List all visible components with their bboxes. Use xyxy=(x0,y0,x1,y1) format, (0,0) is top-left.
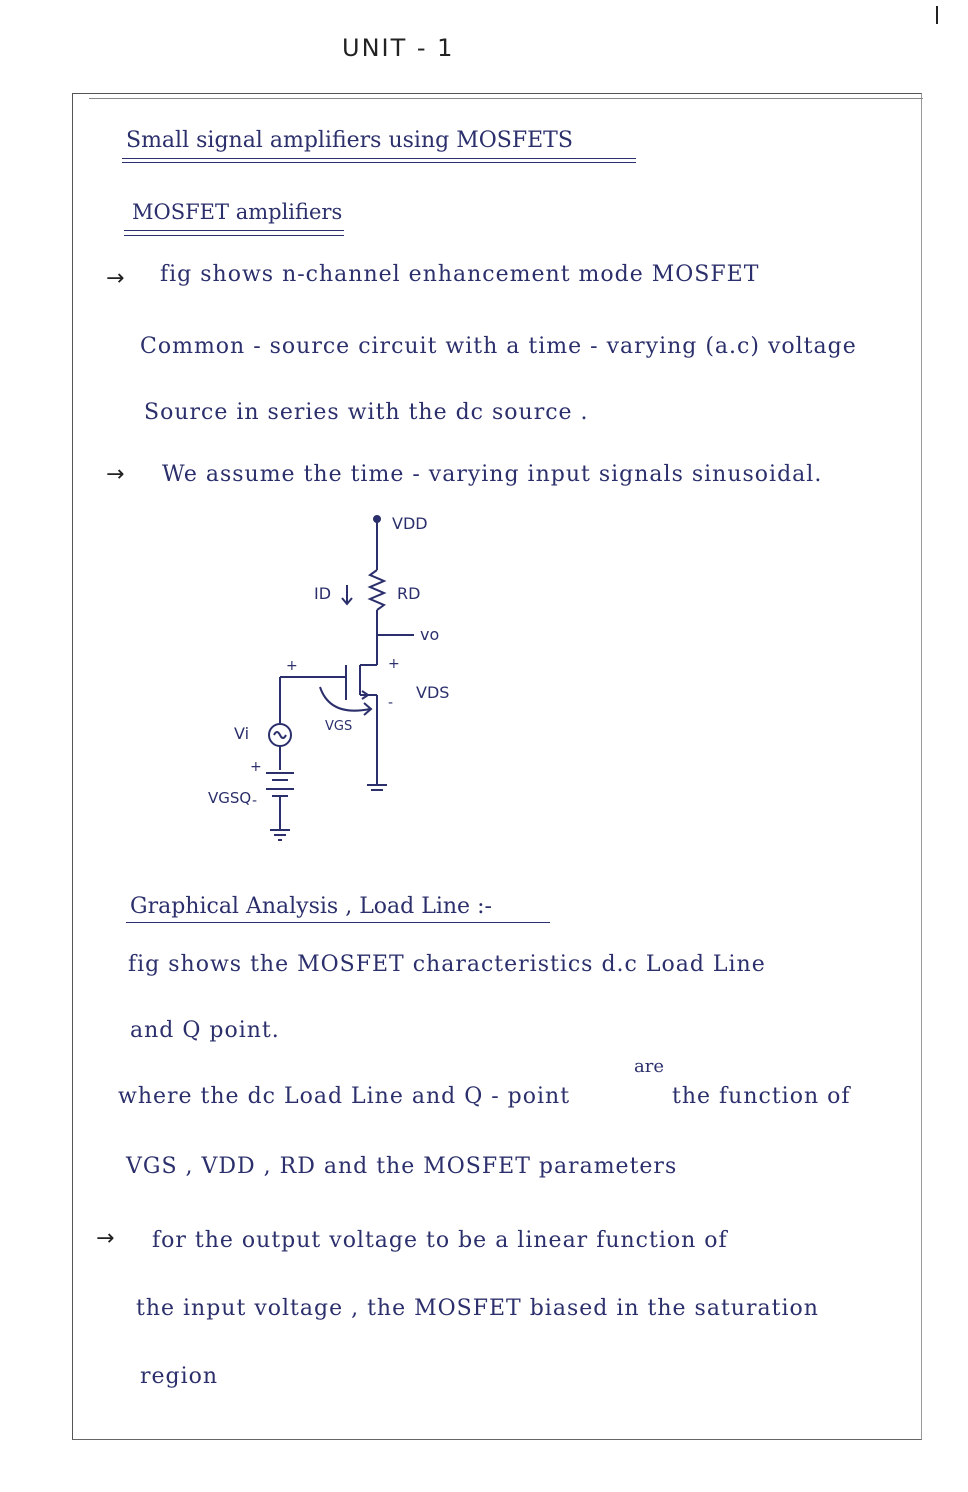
bullet-arrow-icon: → xyxy=(96,1226,115,1251)
source-minus-label: - xyxy=(388,695,394,711)
para3-insert-word: are xyxy=(634,1056,664,1077)
para3-line3-b: the function of xyxy=(672,1084,851,1109)
vdd-label: VDD xyxy=(392,514,428,533)
vds-label: VDS xyxy=(416,683,450,702)
para4-line1: for the output voltage to be a linear function of xyxy=(152,1228,728,1253)
para4-line3: region xyxy=(140,1364,219,1389)
battery-minus-label: - xyxy=(252,793,258,809)
para3-line1: fig shows the MOSFET characteristics d.c Load Line xyxy=(128,952,766,977)
mosfet-circuit-diagram xyxy=(190,505,490,855)
vi-label: Vi xyxy=(234,724,250,743)
bullet-arrow-icon: → xyxy=(106,462,125,487)
para2-line1: We assume the time - varying input signals sinusoidal. xyxy=(162,462,823,487)
rd-label: RD xyxy=(397,584,421,603)
main-heading-underline-2 xyxy=(122,162,636,163)
unit-title: UNIT - 1 xyxy=(342,34,455,62)
para3-line4: VGS , VDD , RD and the MOSFET parameters xyxy=(126,1154,678,1179)
gate-plus-label: + xyxy=(286,658,298,674)
para1-line1: fig shows n-channel enhancement mode MOSFET xyxy=(160,262,760,287)
main-heading: Small signal amplifiers using MOSFETS xyxy=(126,128,573,153)
vo-label: vo xyxy=(420,625,440,644)
bullet-arrow-icon: → xyxy=(106,266,125,291)
page-corner-mark xyxy=(936,6,938,24)
sub-heading-underline xyxy=(124,230,344,231)
drain-plus-label: + xyxy=(388,656,400,672)
para1-line2: Common - source circuit with a time - varying (a.c) voltage xyxy=(140,334,857,359)
sub-heading: MOSFET amplifiers xyxy=(132,200,343,224)
id-label: ID xyxy=(314,584,332,603)
main-heading-underline xyxy=(122,158,636,159)
sub-heading-underline-2 xyxy=(124,235,344,236)
para3-line3-a: where the dc Load Line and Q - point xyxy=(118,1084,571,1109)
para4-line2: the input voltage , the MOSFET biased in the saturation xyxy=(136,1296,819,1321)
vgs-label: VGS xyxy=(325,719,353,734)
graph-heading-underline xyxy=(126,922,550,923)
para1-line3: Source in series with the dc source . xyxy=(144,400,589,425)
para3-line2: and Q point. xyxy=(130,1018,280,1043)
vgsq-label: VGSQ xyxy=(208,789,252,807)
rd-resistor-icon xyxy=(370,570,384,610)
battery-plus-label: + xyxy=(250,759,262,775)
graph-heading: Graphical Analysis , Load Line :- xyxy=(130,894,492,919)
